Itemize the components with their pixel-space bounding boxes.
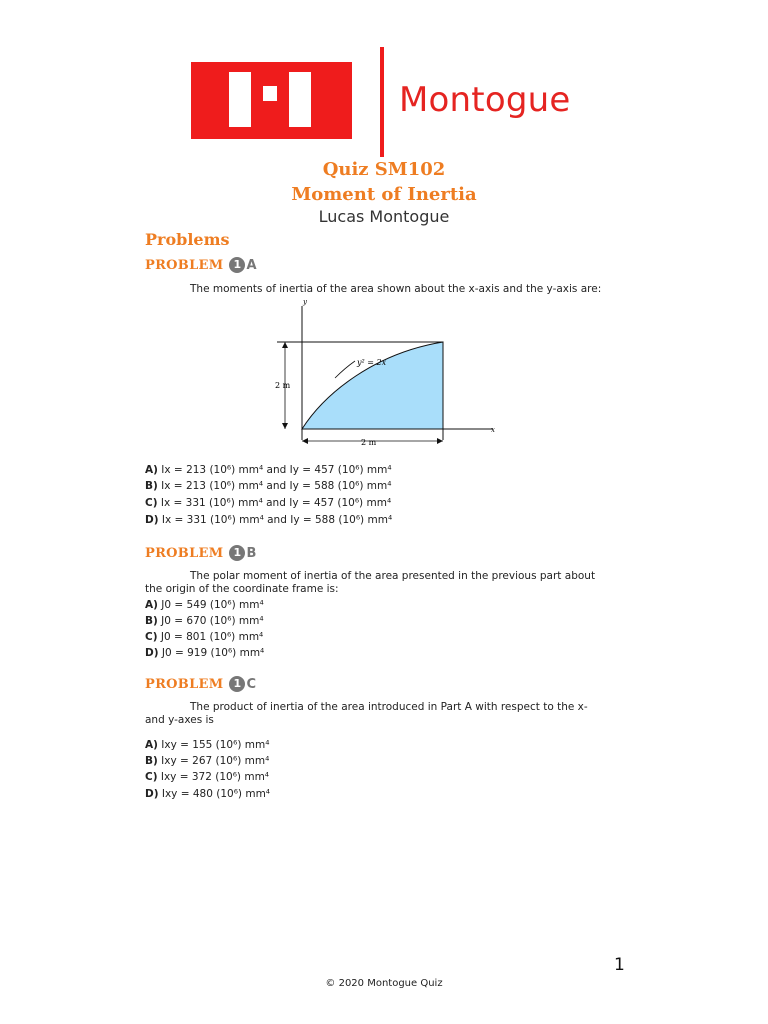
option-1b-b: B) J0 = 670 (10⁶) mm⁴ xyxy=(145,615,264,627)
option-1a-c: C) Ix = 331 (10⁶) mm⁴ and Iy = 457 (10⁶) mm⁴ xyxy=(145,497,392,509)
quiz-topic: Moment of Inertia xyxy=(291,184,477,205)
logo-divider xyxy=(380,47,384,157)
logo-mark-center-block xyxy=(263,86,277,101)
problem-part: A xyxy=(246,257,257,273)
width-label: 2 m xyxy=(361,438,377,447)
problem-1b-stem-line2: the origin of the coordinate frame is: xyxy=(145,583,339,595)
curve-label: y² = 2x xyxy=(357,358,387,367)
option-1b-c: C) J0 = 801 (10⁶) mm⁴ xyxy=(145,631,264,643)
height-label: 2 m xyxy=(275,381,291,390)
author: Lucas Montogue xyxy=(318,207,450,226)
problem-1c-stem-line2: and y-axes is xyxy=(145,714,214,726)
shaded-area xyxy=(302,342,443,429)
problem-label: PROBLEM xyxy=(145,545,224,561)
logo-mark-bar-right xyxy=(289,72,311,127)
area-figure xyxy=(265,298,500,458)
problem-1a-stem: The moments of inertia of the area shown about the x-axis and the y-axis are: xyxy=(190,283,602,295)
brand-name: Montogue xyxy=(399,80,571,120)
problem-heading-1b xyxy=(145,545,257,561)
option-1c-c: C) Ixy = 372 (10⁶) mm⁴ xyxy=(145,771,270,783)
problem-1c-stem-line1: The product of inertia of the area introduced in Part A with respect to the x- xyxy=(190,701,588,713)
problem-number-badge: 1 xyxy=(229,676,245,692)
problem-part: B xyxy=(246,545,257,561)
problem-number-badge: 1 xyxy=(229,545,245,561)
x-axis-label: x xyxy=(491,426,495,434)
option-1c-b: B) Ixy = 267 (10⁶) mm⁴ xyxy=(145,755,270,767)
problem-part: C xyxy=(246,676,257,692)
footer-copyright: © 2020 Montogue Quiz xyxy=(325,978,443,989)
page-number: 1 xyxy=(614,955,625,975)
problem-heading-1a xyxy=(145,257,257,273)
logo-mark-bar-left xyxy=(229,72,251,127)
quiz-code: Quiz SM102 xyxy=(322,159,446,180)
option-1c-d: D) Ixy = 480 (10⁶) mm⁴ xyxy=(145,788,271,800)
problem-1b-stem-line1: The polar moment of inertia of the area presented in the previous part about xyxy=(190,570,596,582)
option-1c-a: A) Ixy = 155 (10⁶) mm⁴ xyxy=(145,739,270,751)
y-axis-label: y xyxy=(303,298,307,306)
option-1a-a: A) Ix = 213 (10⁶) mm⁴ and Iy = 457 (10⁶) mm⁴ xyxy=(145,464,392,476)
problem-number-badge: 1 xyxy=(229,257,245,273)
option-1a-b: B) Ix = 213 (10⁶) mm⁴ and Iy = 588 (10⁶) mm⁴ xyxy=(145,480,392,492)
problem-label: PROBLEM xyxy=(145,676,224,692)
problem-heading-1c xyxy=(145,676,256,692)
problem-label: PROBLEM xyxy=(145,257,224,273)
option-1b-a: A) J0 = 549 (10⁶) mm⁴ xyxy=(145,599,264,611)
option-1a-d: D) Ix = 331 (10⁶) mm⁴ and Iy = 588 (10⁶) mm⁴ xyxy=(145,514,393,526)
section-title: Problems xyxy=(145,230,230,249)
option-1b-d: D) J0 = 919 (10⁶) mm⁴ xyxy=(145,647,265,659)
